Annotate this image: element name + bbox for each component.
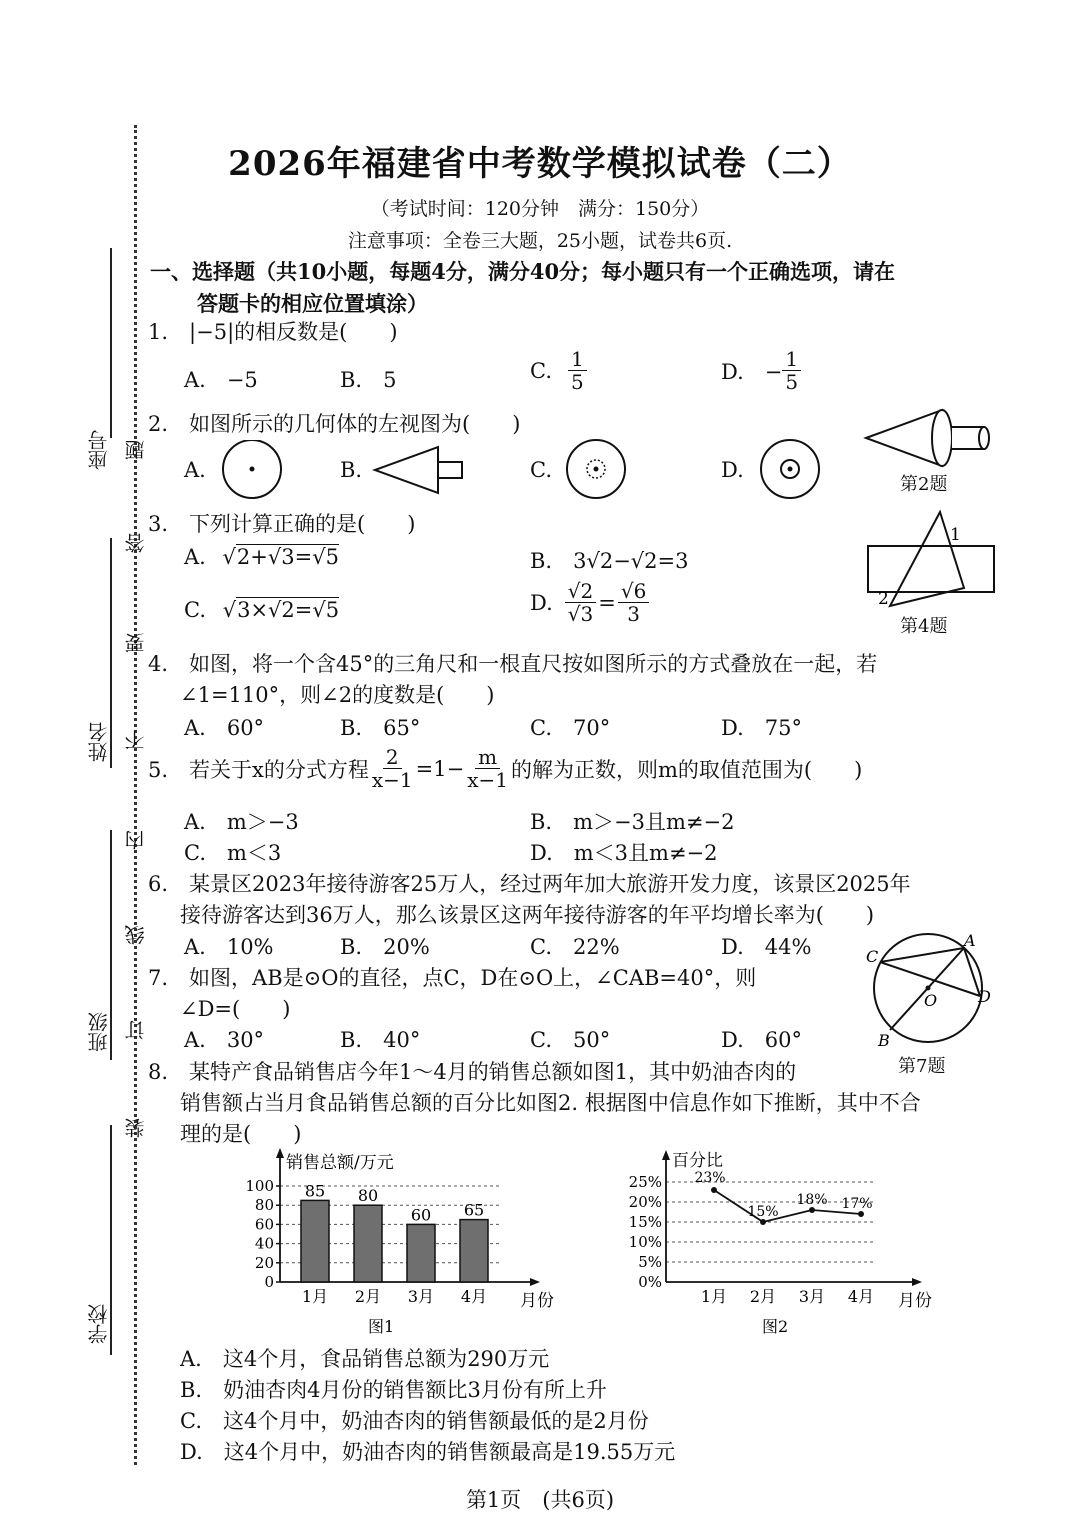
q3-a-radical: √ [222,545,236,569]
q5-f1-num: 2 [383,746,402,769]
chart1-data-label: 80 [357,1186,379,1206]
q5-option-c: C. m＜3 [184,841,282,865]
seat-number-line [110,248,112,438]
q7-point-b: B [878,1031,890,1048]
label-seat-number: 座号 [87,430,111,470]
chart2-y-arrow [662,1150,670,1160]
binding-char-bu: 不 [124,730,148,750]
q3-stem: 3. 下列计算正确的是( ) [148,512,416,536]
q5-f2-den: x−1 [467,768,508,792]
q6-stem-line1: 6. 某景区2023年接待游客25万人，经过两年加大旅游开发力度，该景区2025年 [148,872,911,896]
q2-option-a: A. [184,458,206,482]
q2-c-circle-dashed-icon [564,438,630,500]
q1-d-numerator: 1 [782,348,801,371]
chart2-ytick-label: 25% [628,1173,662,1191]
q3-d-equals: = [598,590,616,615]
q3-option-a [184,545,339,569]
q1-option-b: B. 5 [340,368,397,392]
chart2-caption: 图2 [762,1317,789,1336]
q3-option-c [184,598,339,622]
q1-option-c-label: C. [530,358,552,383]
q3-option-c-label: C. [184,598,206,622]
chart1-xtick-label: 3月 [407,1287,435,1306]
q6-option-d: D. 44% [721,935,812,959]
q8-option-c: C. 这4个月中，奶油杏肉的销售额最低的是2月份 [180,1409,649,1433]
q3-d-right-fraction [618,580,649,625]
chart2-data-label: 17% [841,1196,873,1212]
chart1-ytick-label: 60 [254,1215,274,1234]
chart-fig2-line [618,1148,938,1338]
binding-char-yao: 要 [124,633,148,653]
chart1-y-arrow [276,1148,284,1158]
exam-notice: 注意事项：全卷三大题，25小题，试卷共6页. [347,230,733,252]
q4-angle2-label: 2 [878,589,889,609]
q2-stem: 2. 如图所示的几何体的左视图为( ) [148,412,521,436]
q1-c-denominator: 5 [571,370,584,394]
chart2-ytick-label: 10% [628,1233,662,1251]
q3-option-d [530,580,649,625]
q5-stem-mid: =1− [415,756,465,781]
chart2-point [711,1187,717,1193]
q3-c-radical: √ [222,598,237,622]
chart2-data-label: 18% [796,1192,828,1208]
chart2-ytick-label: 5% [638,1253,662,1271]
q1-option-a: A. −5 [184,368,258,392]
chart2-ytick-label: 15% [628,1213,662,1231]
q7-option-d: D. 60° [721,1028,802,1052]
q3-option-b: B. 3√2−√2=3 [530,549,689,573]
chart2-data-label: 23% [694,1170,726,1186]
q1-option-c-fraction [568,348,587,393]
chart2-ytick-label: 20% [628,1193,662,1211]
chart1-ytick-label: 20 [254,1253,274,1272]
label-class: 班级 [87,1012,111,1052]
chart2-xtick-label: 4月 [847,1287,875,1306]
chart2-series-line [714,1190,861,1222]
q2-b-triangle-rect-icon [372,444,472,496]
q3-d-left-den: √3 [567,602,594,626]
q5-stem-part-b: 的解为正数，则m的取值范围为( ) [510,757,863,782]
q3-d-right-den: 3 [627,602,640,626]
section1-heading-line2: 答题卡的相应位置填涂） [197,291,428,316]
chart1-bar [407,1224,435,1282]
q4-option-b: B. 65° [340,716,421,740]
q7-point-a: A [964,931,976,950]
chart1-title: 销售总额/万元 [286,1153,394,1173]
chart1-ytick-label: 0 [264,1273,274,1291]
chart1-data-label: 85 [304,1181,326,1201]
q8-option-d: D. 这4个月中，奶油杏肉的销售额最高是19.55万元 [180,1440,676,1464]
q7-stem-line1: 7. 如图，AB是⊙O的直径，点C，D在⊙O上，∠CAB=40°，则 [148,966,757,990]
q2-d-circle-ring-icon [758,438,824,500]
q7-point-o: O [924,991,938,1010]
section1-heading-line1: 一、选择题（共10小题，每题4分，满分40分；每小题只有一个正确选项，请在 [150,259,896,284]
q3-c-expression: 3×√2=√5 [237,598,340,622]
q2-option-d: D. [721,458,744,482]
q7-figure-circle [862,926,996,1048]
q8-stem-line3: 理的是( ) [180,1122,302,1146]
q1-option-d [721,348,801,393]
q6-option-b: B. 20% [340,935,430,959]
q1-option-c [530,348,587,393]
q4-stem-line2: ∠1=110°，则∠2的度数是( ) [180,683,495,707]
exam-info: （考试时间：120分钟 满分：150分） [370,198,710,220]
q3-d-right-num: √6 [618,580,649,603]
chart-fig1-bar [230,1148,560,1338]
chart2-xtick-label: 1月 [700,1287,728,1306]
chart1-bar [460,1220,488,1282]
chart1-ytick-label: 100 [245,1177,274,1195]
q8-option-a: A. 这4个月，食品销售总额为290万元 [180,1347,550,1371]
q4-option-c: C. 70° [530,716,611,740]
binding-dotted-line [134,125,137,1465]
q5-option-a: A. m＞−3 [184,810,299,834]
page-footer: 第1页 (共6页) [465,1488,615,1512]
q6-option-a: A. 10% [184,935,274,959]
q5-option-d: D. m＜3且m≠−2 [530,841,718,865]
binding-char-xian: 线 [124,925,148,945]
chart1-bar [301,1200,329,1282]
chart1-bar [354,1205,382,1282]
binding-char-ti: 题 [124,440,148,460]
chart1-data-label: 65 [463,1200,485,1220]
q6-option-c: C. 22% [530,935,620,959]
chart2-xlabel: 月份 [898,1291,932,1311]
chart1-xtick-label: 2月 [354,1287,382,1306]
q4-option-d: D. 75° [721,716,802,740]
q2-option-b: B. [340,458,363,482]
q5-fraction-2 [464,746,511,791]
chart2-data-label: 15% [747,1204,779,1220]
q1-stem: 1. |−5|的相反数是( ) [148,320,398,344]
q3-d-left-fraction [565,580,596,625]
binding-char-nei: 内 [124,830,148,850]
chart2-xtick-label: 3月 [798,1287,826,1306]
q1-option-d-label: D. − [721,359,783,384]
q5-f1-den: x−1 [371,768,413,792]
chart1-xlabel: 月份 [520,1291,554,1311]
q5-stem [148,746,862,791]
q5-option-b: B. m＞−3且m≠−2 [530,810,735,834]
q7-option-c: C. 50° [530,1028,611,1052]
chart2-title: 百分比 [672,1151,723,1171]
label-name: 姓名 [87,722,111,762]
q1-d-denominator: 5 [785,370,799,394]
chart1-xtick-label: 1月 [301,1287,329,1306]
binding-char-ding: 订 [124,1020,148,1040]
q3-a-expression: 2+√3=√5 [236,545,339,569]
q7-point-d: D [978,987,991,1006]
q7-option-b: B. 40° [340,1028,421,1052]
chart1-xtick-label: 4月 [460,1287,488,1306]
q4-angle1-label: 1 [950,525,961,545]
chart1-caption: 图1 [368,1317,395,1336]
label-school: 学校 [87,1304,111,1344]
chart1-ytick-label: 40 [254,1234,274,1253]
q2-figure-cone-cylinder [862,402,996,468]
chart2-x-arrow [912,1278,922,1286]
q4-figure-triangle-ruler [864,508,998,610]
binding-char-da: 答 [124,533,148,553]
q1-c-numerator: 1 [568,348,587,371]
chart1-x-arrow [530,1278,540,1286]
chart2-ytick-label: 0% [638,1273,662,1291]
q1-option-d-fraction [782,348,801,393]
page-title: 2026年福建省中考数学模拟试卷（二） [228,144,852,184]
q2-a-circle-dot-icon [220,440,288,500]
q8-stem-line1: 8. 某特产食品销售店今年1～4月的销售总额如图1，其中奶油杏肉的 [148,1060,797,1084]
q5-stem-part-a: 5. 若关于x的分式方程 [148,757,369,782]
q7-figure-caption: 第7题 [898,1056,946,1077]
q4-option-a: A. 60° [184,716,265,740]
q5-fraction-1 [369,746,416,791]
q2-figure-caption: 第2题 [900,474,948,495]
binding-char-zhuang: 装 [124,1118,148,1138]
q3-d-left-num: √2 [565,580,596,603]
q5-f2-num: m [475,746,500,769]
q7-point-c: C [866,947,879,966]
q4-stem-line1: 4. 如图，将一个含45°的三角尺和一根直尺按如图所示的方式叠放在一起，若 [148,652,878,676]
q6-stem-line2: 接待游客达到36万人，那么该景区这两年接待游客的年平均增长率为( ) [180,903,875,927]
q4-figure-caption: 第4题 [900,616,948,637]
q2-option-c: C. [530,458,552,482]
chart2-xtick-label: 2月 [749,1287,777,1306]
chart1-ytick-label: 80 [254,1196,274,1215]
q8-option-b: B. 奶油杏肉4月份的销售额比3月份有所上升 [180,1378,607,1402]
q7-stem-line2: ∠D=( ) [180,997,291,1021]
q8-stem-line2: 销售额占当月食品销售总额的百分比如图2. 根据图中信息作如下推断，其中不合 [180,1091,921,1115]
q3-option-d-label: D. [530,590,553,615]
q3-option-a-label: A. [184,545,206,569]
chart1-data-label: 60 [410,1205,432,1225]
q7-option-a: A. 30° [184,1028,265,1052]
